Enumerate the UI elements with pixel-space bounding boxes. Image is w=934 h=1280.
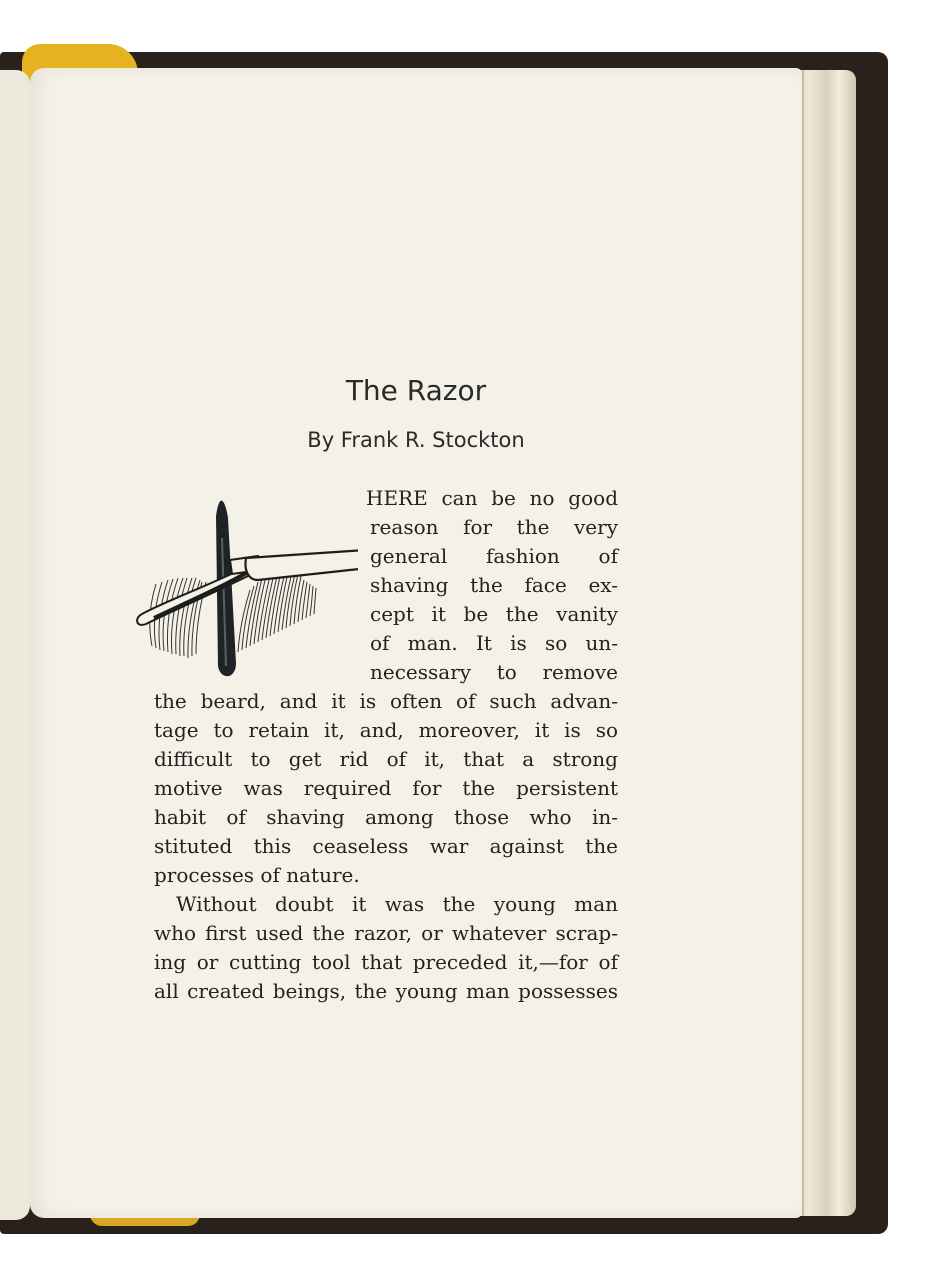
text-line: shaving the face ex- — [370, 573, 618, 597]
body-text — [154, 687, 618, 1006]
text-line: stituted this ceaseless war against the — [154, 834, 618, 858]
author-byline: By Frank R. Stockton — [307, 428, 525, 452]
text-line: general fashion of — [370, 544, 618, 568]
text-line: all created beings, the young man possesses — [154, 979, 618, 1003]
text-line: reason for the very — [370, 515, 618, 539]
book-page — [30, 68, 802, 1218]
text-line: difficult to get rid of it, that a strong — [154, 747, 618, 771]
text-line: the beard, and it is often of such advan- — [154, 689, 618, 713]
text-line: tage to retain it, and, moreover, it is so — [154, 718, 618, 742]
left-page-edge — [0, 70, 30, 1220]
text-line: cept it be the vanity — [370, 602, 618, 626]
text-line: HERE can be no good — [366, 486, 618, 510]
straight-razor-illustration — [108, 478, 358, 678]
text-line: ing or cutting tool that preceded it,—for of — [154, 950, 618, 974]
drop-cap-wrapped-text — [366, 484, 618, 687]
text-line: necessary to remove — [370, 660, 618, 684]
text-line: of man. It is so un- — [370, 631, 618, 655]
text-line: Without doubt it was the young man — [176, 892, 618, 916]
text-line: habit of shaving among those who in- — [154, 805, 618, 829]
text-line: processes of nature. — [154, 863, 360, 887]
story-title: The Razor — [345, 374, 487, 407]
text-line: motive was required for the persistent — [154, 776, 618, 800]
text-line: who first used the razor, or whatever scrap- — [154, 921, 618, 945]
